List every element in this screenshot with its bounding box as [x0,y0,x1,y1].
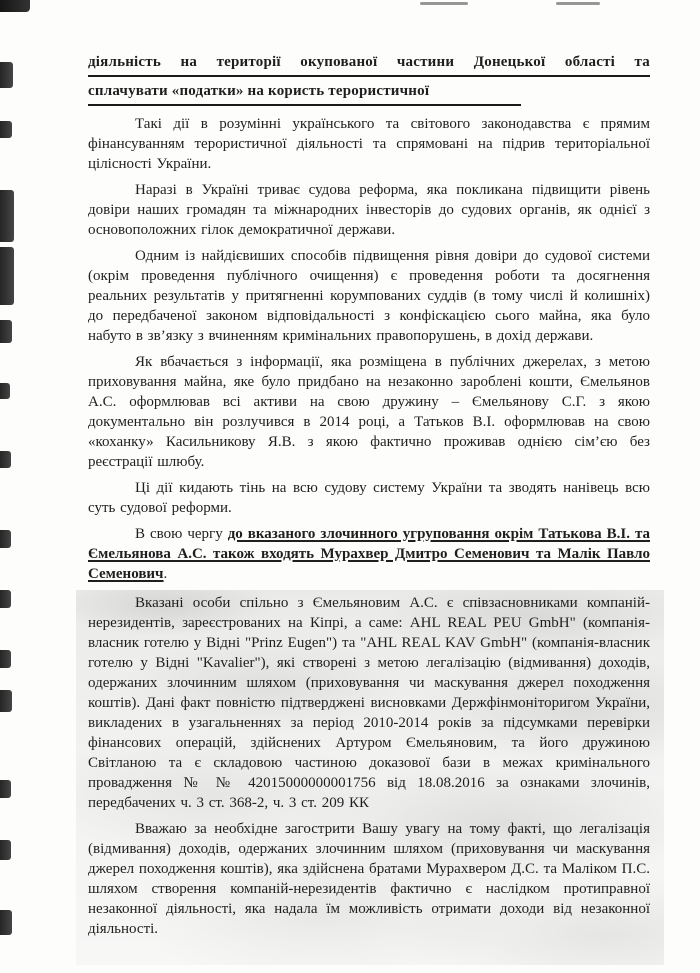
scan-mark [0,840,11,860]
scan-mark [0,320,12,343]
heading-line-2: сплачувати «податки» на користь терористичної [88,79,521,106]
scan-mark [0,383,10,399]
group-paragraph-suffix: . [163,566,168,582]
group-paragraph-prefix: В свою чергу [135,526,228,542]
scan-mark [0,780,11,798]
scan-mark [0,247,14,305]
scan-mark [0,650,11,668]
paragraph-criminal-group [88,524,650,584]
scan-mark [0,121,12,138]
paragraph-closing-statement: Вважаю за необхідне загострити Вашу увагу на тому факті, що легалізація (відмивання) доходів, одержаних злочинним шляхом (приховування чи маскування джерел походження коштів), яка здійснена братами Мурахвером Д.С. та Маліком П.С. шляхом створення компаній-нерезидентів фактично є наслідком протиправної незаконної діяльності, яка надала їм можливість отримати доходи від незаконної діяльності. [88,821,650,937]
scan-mark [0,190,14,242]
document-heading-underlined [88,50,650,106]
paragraph-judicial-reform: Наразі в Україні триває судова реформа, яка покликана підвищити рівень довіри наших громадян та міжнародних інвесторів до судових органів, як однієї з основоположних гілок демократичної держави. [88,182,650,238]
scan-mark [0,62,13,88]
heading-line-1: діяльність на території окупованої частини Донецької області та [88,50,650,77]
scan-mark [0,451,11,468]
scan-top-dash [556,2,600,5]
shaded-scan-region [76,590,664,965]
scan-mark [0,0,30,12]
scan-mark [0,590,11,608]
paragraph-trust-methods: Одним із найдієвиших способів підвищення рівня довіри до судової системи (окрім проведення публічного очищення) є проведення роботи та досягнення реальних результатів у притягненні корумпованих суддів (в тому числі й колишніх) до передбаченої законом відповідальності з конфіскацією сього майна, яка було набуто в зв’язку з вчиненням кримінальних правопорушень, в дохід держави. [88,248,650,344]
scan-mark [0,910,12,935]
scan-top-dash [420,2,468,5]
scan-mark [0,690,12,712]
group-paragraph-underlined-names: до вказаного злочинного угруповання окрім Татькова В.І. та Ємельянова А.С. також входять Мурахвер Дмитро Семенович та Малік Павло Семенович [88,526,650,582]
paragraph-shadow-on-system: Ці дії кидають тінь на всю судову систему України та зводять нанівець всю суть судової реформи. [88,480,650,516]
scan-mark [0,530,11,548]
paragraph-legal-assessment: Такі дії в розумінні українського та світового законодавства є прямим фінансуванням терористичної діяльності та спрямовані на підрив територіальної цілісності України. [88,116,650,172]
paragraph-offshore-companies-highlighted: Вказані особи спільно з Ємельяновим А.С. є співзасновниками компаній-нерезидентів, зареєстрованих на Кіпрі, а саме: AHL REAL PEU GmbH" (компанія-власник готелю у Відні "Prinz Eugen") та "AHL REAL KAV GmbH" (компанія-власник готелю у Відні "Kavalier"), які створені з метою легалізацію (відмивання) доходів, одержаних злочинним шляхом (приховування чи маскування джерел походження коштів). Дані факт повністю підтверджені висновками Держфінмоніторигом України, викладених в узагальненнях за період 2010-2014 років за підсумками перевірки фінансових операцій, здійснених Артуром Ємельяновим, та його дружиною Світланою та є складовою частиною доказової бази в межах кримінального провадження № № 42015000000001756 від 18.08.2016 за ознаками злочинів, передбачених ч. 3 ст. 368-2, ч. 3 ст. 209 КК [88,595,650,811]
paragraph-asset-hiding: Як вбачається з інформації, яка розміщена в публічних джерелах, з метою приховування майна, яке було придбано на незаконно зароблені кошти, Ємельянов А.С. оформлював всі активи на свою дружину – Ємельянову С.Г. з якою документально він розлучився в 2014 році, а Татьков В.І. оформлював на свою «коханку» Касильникову Я.В. з якою фактично проживав однією сім’єю без реєстрації шлюбу. [88,354,650,470]
